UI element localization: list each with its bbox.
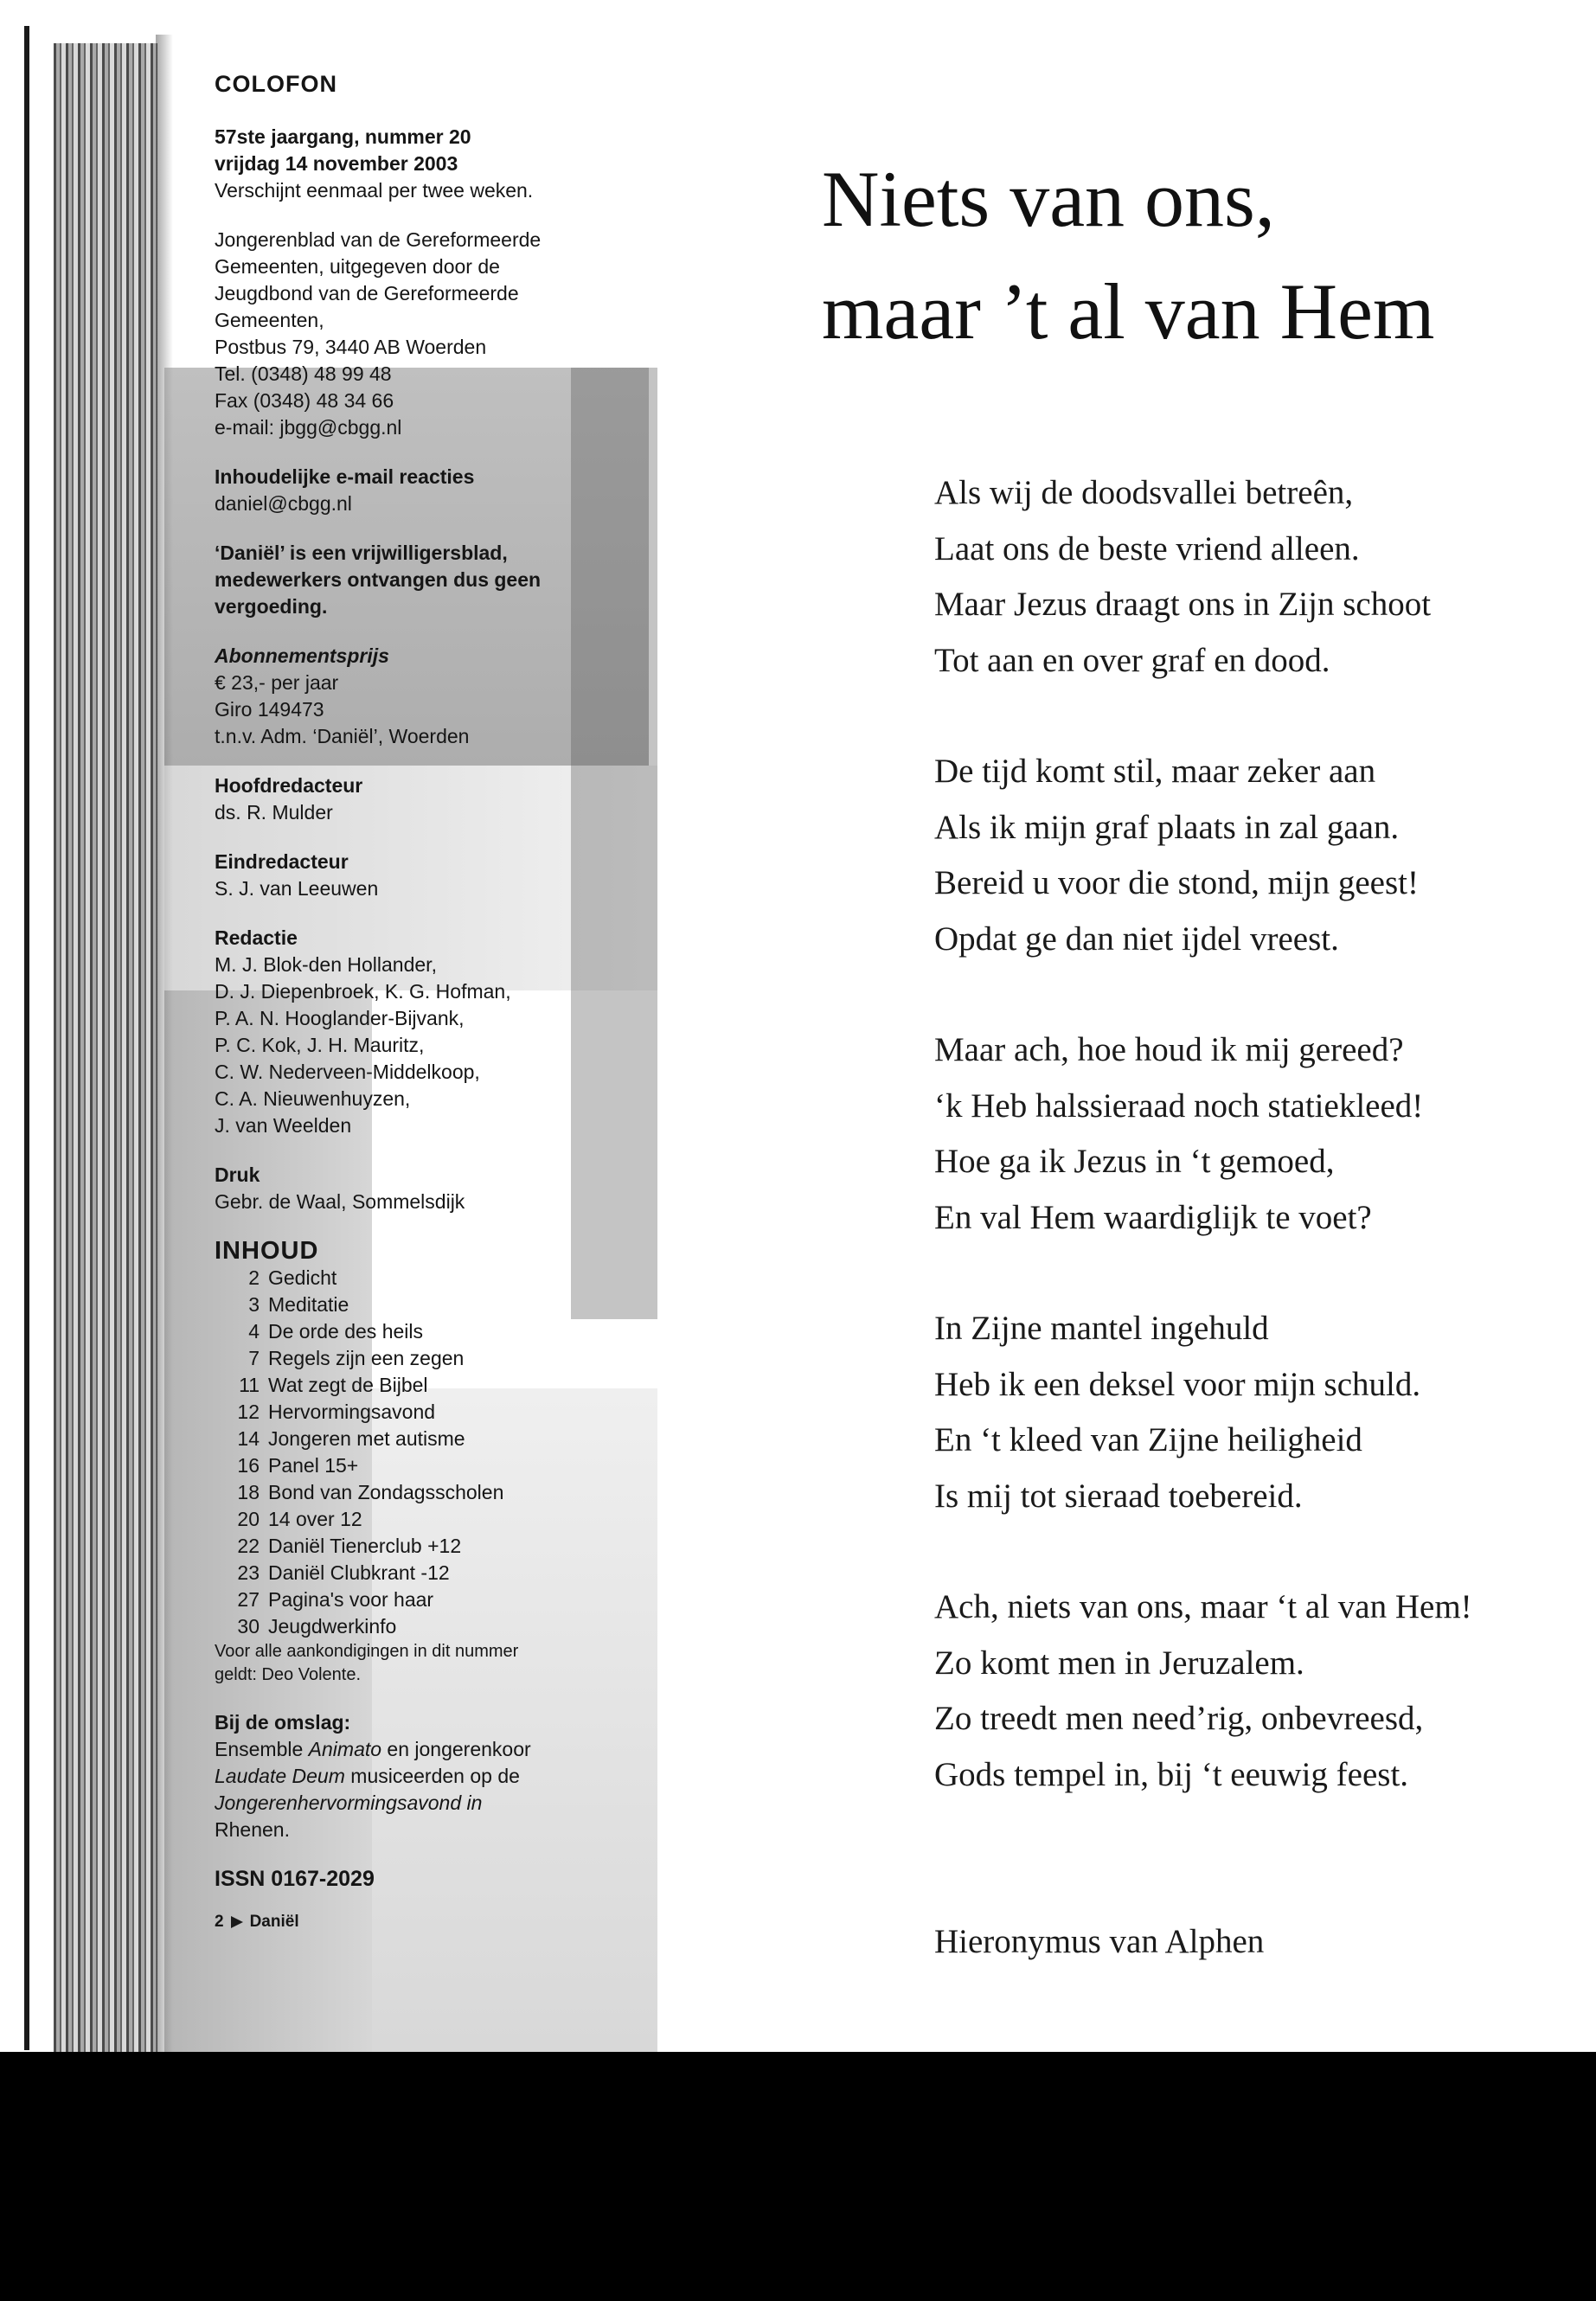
redactie-line: D. J. Diepenbroek, K. G. Hofman,	[215, 980, 511, 1003]
toc-item	[215, 1318, 621, 1345]
toc-list	[215, 1265, 621, 1640]
colofon-column	[215, 71, 621, 1935]
publisher-info	[215, 227, 621, 441]
publisher-line: Gemeenten,	[215, 309, 324, 331]
toc-title: Hervormingsavond	[268, 1400, 436, 1423]
poem-line: Zo treedt men need’rig, onbevreesd,	[934, 1700, 1424, 1737]
cover-choir-name: Laudate Deum	[215, 1765, 345, 1787]
subscription-price: € 23,- per jaar	[215, 671, 339, 694]
poem-line: ‘k Heb halssieraad noch statiekleed!	[934, 1086, 1424, 1125]
cover-line	[215, 1790, 621, 1817]
email-reactions-heading: Inhoudelijke e-mail reacties	[215, 465, 475, 488]
toc-title: Daniël Clubkrant -12	[268, 1561, 450, 1584]
issn: ISSN 0167-2029	[215, 1867, 375, 1891]
printer-heading: Druk	[215, 1163, 260, 1186]
final-editor-heading: Eindredacteur	[215, 850, 349, 873]
toc-page-number: 3	[248, 1293, 260, 1316]
toc-heading: INHOUD	[215, 1237, 319, 1265]
table-of-contents	[215, 1238, 621, 1687]
toc-title: Jeugdwerkinfo	[268, 1615, 397, 1638]
poem-stanza	[934, 1022, 1557, 1246]
cover-text: en jongerenkoor	[381, 1738, 531, 1760]
cover-line	[215, 1763, 621, 1790]
poem-title-line: Niets van ons,	[822, 155, 1275, 243]
scan-black-band	[0, 2052, 1596, 2301]
toc-title: Bond van Zondagsscholen	[268, 1481, 504, 1503]
toc-page-number: 27	[237, 1588, 260, 1611]
deo-volente-note: Voor alle aankondigingen in dit nummer	[215, 1642, 519, 1661]
poem-line: Zo komt men in Jeruzalem.	[934, 1644, 1304, 1682]
issue-info	[215, 124, 621, 204]
poem-body	[934, 465, 1557, 1858]
toc-title: De orde des heils	[268, 1320, 423, 1343]
email-reactions-address: daniel@cbgg.nl	[215, 492, 352, 515]
magazine-name: Daniël	[249, 1913, 299, 1931]
poem-line: En val Hem waardiglijk te voet?	[934, 1198, 1372, 1236]
toc-item	[215, 1560, 621, 1586]
page-binding-edges	[54, 43, 157, 2054]
email: e-mail: jbgg@cbgg.nl	[215, 416, 402, 439]
redactie-line: M. J. Blok-den Hollander,	[215, 953, 437, 976]
poem-line: De tijd komt stil, maar zeker aan	[934, 753, 1376, 790]
editor-name: ds. R. Mulder	[215, 801, 333, 824]
volunteer-line: medewerkers ontvangen dus geen	[215, 568, 542, 591]
toc-title: Gedicht	[268, 1266, 337, 1289]
redactie	[215, 925, 621, 1139]
toc-title: Pagina's voor haar	[268, 1588, 434, 1611]
fax: Fax (0348) 48 34 66	[215, 389, 394, 412]
deo-volente-note: geldt: Deo Volente.	[215, 1665, 362, 1684]
toc-item	[215, 1452, 621, 1479]
toc-title: Wat zegt de Bijbel	[268, 1374, 428, 1396]
cover-line	[215, 1736, 621, 1763]
toc-page-number: 22	[237, 1535, 260, 1557]
redactie-line: P. C. Kok, J. H. Mauritz,	[215, 1034, 425, 1056]
issue-line: 57ste jaargang, nummer 20	[215, 125, 471, 148]
volunteer-note	[215, 540, 621, 620]
phone: Tel. (0348) 48 99 48	[215, 362, 392, 385]
poem-line: En ‘t kleed van Zijne heiligheid	[934, 1421, 1362, 1458]
editor-heading: Hoofdredacteur	[215, 774, 363, 797]
poem-line: Is mij tot sieraad toebereid.	[934, 1477, 1303, 1515]
cover-text: in	[466, 1791, 483, 1814]
poem-line: Als wij de doodsvallei betreên,	[934, 474, 1354, 511]
poem-line: Opdat ge dan niet ijdel vreest.	[934, 920, 1339, 958]
final-editor	[215, 849, 621, 902]
cover-heading: Bij de omslag:	[215, 1711, 351, 1734]
frequency: Verschijnt eenmaal per twee weken.	[215, 179, 534, 202]
toc-title: Daniël Tienerclub +12	[268, 1535, 462, 1557]
redactie-line: C. W. Nederveen-Middelkoop,	[215, 1061, 480, 1083]
poem-stanza	[934, 1580, 1557, 1803]
poem-title-line: maar ’t al van Hem	[822, 267, 1435, 356]
page-footer	[215, 1908, 621, 1935]
toc-page-number: 18	[237, 1481, 260, 1503]
poem-author: Hieronymus van Alphen	[934, 1923, 1265, 1960]
publisher-line: Jeugdbond van de Gereformeerde	[215, 282, 519, 304]
toc-item	[215, 1372, 621, 1399]
publisher-line: Gemeenten, uitgegeven door de	[215, 255, 500, 278]
poem-line: In Zijne mantel ingehuld	[934, 1310, 1269, 1347]
redactie-line: C. A. Nieuwenhuyzen,	[215, 1087, 411, 1110]
toc-title: Regels zijn een zegen	[268, 1347, 465, 1369]
toc-item	[215, 1399, 621, 1426]
toc-page-number: 12	[237, 1400, 260, 1423]
poem-stanza	[934, 465, 1557, 689]
toc-item	[215, 1265, 621, 1292]
toc-page-number: 2	[248, 1266, 260, 1289]
giro: Giro 149473	[215, 698, 324, 721]
toc-item	[215, 1479, 621, 1506]
toc-title: 14 over 12	[268, 1508, 362, 1530]
cover-ensemble-name: Animato	[308, 1738, 382, 1760]
poem-line: Maar ach, hoe houd ik mij gereed?	[934, 1031, 1404, 1068]
giro-name: t.n.v. Adm. ‘Daniël’, Woerden	[215, 725, 470, 747]
editor-in-chief	[215, 772, 621, 826]
toc-item	[215, 1506, 621, 1533]
poem-stanza	[934, 744, 1557, 967]
subscription-heading: Abonnementsprijs	[215, 644, 389, 667]
final-editor-name: S. J. van Leeuwen	[215, 877, 379, 900]
toc-item	[215, 1533, 621, 1560]
toc-item	[215, 1426, 621, 1452]
toc-page-number: 16	[237, 1454, 260, 1477]
toc-page-number: 4	[248, 1320, 260, 1343]
volunteer-line: ‘Daniël’ is een vrijwilligersblad,	[215, 542, 508, 564]
poem-title	[822, 143, 1557, 368]
toc-title: Panel 15+	[268, 1454, 359, 1477]
poem-line: Bereid u voor die stond, mijn geest!	[934, 864, 1419, 901]
poem-line: Hoe ga ik Jezus in ‘t gemoed,	[934, 1143, 1335, 1180]
toc-item	[215, 1613, 621, 1640]
arrow-right-icon	[231, 1916, 243, 1928]
printer-name: Gebr. de Waal, Sommelsdijk	[215, 1190, 465, 1213]
toc-item	[215, 1586, 621, 1613]
toc-page-number: 11	[239, 1374, 260, 1396]
poem-line: Gods tempel in, bij ‘t eeuwig feest.	[934, 1755, 1409, 1793]
poem-line: Tot aan en over graf en dood.	[934, 641, 1330, 679]
poem-line: Heb ik een deksel voor mijn schuld.	[934, 1365, 1421, 1403]
colofon-heading: COLOFON	[215, 71, 337, 97]
toc-title: Jongeren met autisme	[268, 1427, 465, 1450]
poem-line: Maar Jezus draagt ons in Zijn schoot	[934, 586, 1432, 623]
email-reactions	[215, 464, 621, 517]
scan-edge-rule	[24, 26, 29, 2050]
poem-line: Laat ons de beste vriend alleen.	[934, 529, 1360, 567]
redactie-line: J. van Weelden	[215, 1114, 352, 1137]
cover-note	[215, 1709, 621, 1843]
toc-title: Meditatie	[268, 1293, 349, 1316]
subscription	[215, 643, 621, 750]
toc-page-number: 20	[237, 1508, 260, 1530]
publisher-line: Jongerenblad van de Gereformeerde	[215, 228, 542, 251]
toc-page-number: 23	[237, 1561, 260, 1584]
cover-event-name: Jongerenhervormingsavond	[215, 1791, 462, 1814]
issue-date: vrijdag 14 november 2003	[215, 152, 458, 175]
toc-item	[215, 1292, 621, 1318]
toc-page-number: 30	[237, 1615, 260, 1638]
poem-line: Als ik mijn graf plaats in zal gaan.	[934, 808, 1400, 846]
cover-text: Ensemble	[215, 1738, 309, 1760]
redactie-heading: Redactie	[215, 926, 298, 949]
toc-page-number: 14	[237, 1427, 260, 1450]
cover-place: Rhenen.	[215, 1818, 290, 1841]
redactie-line: P. A. N. Hooglander-Bijvank,	[215, 1007, 465, 1029]
poem-stanza	[934, 1301, 1557, 1524]
postal-address: Postbus 79, 3440 AB Woerden	[215, 336, 487, 358]
cover-text: musiceerden op de	[344, 1765, 520, 1787]
page-number: 2	[215, 1913, 224, 1931]
poem-line: Ach, niets van ons, maar ‘t al van Hem!	[934, 1588, 1472, 1625]
printer	[215, 1162, 621, 1215]
toc-item	[215, 1345, 621, 1372]
toc-page-number: 7	[248, 1347, 260, 1369]
volunteer-line: vergoeding.	[215, 595, 328, 618]
